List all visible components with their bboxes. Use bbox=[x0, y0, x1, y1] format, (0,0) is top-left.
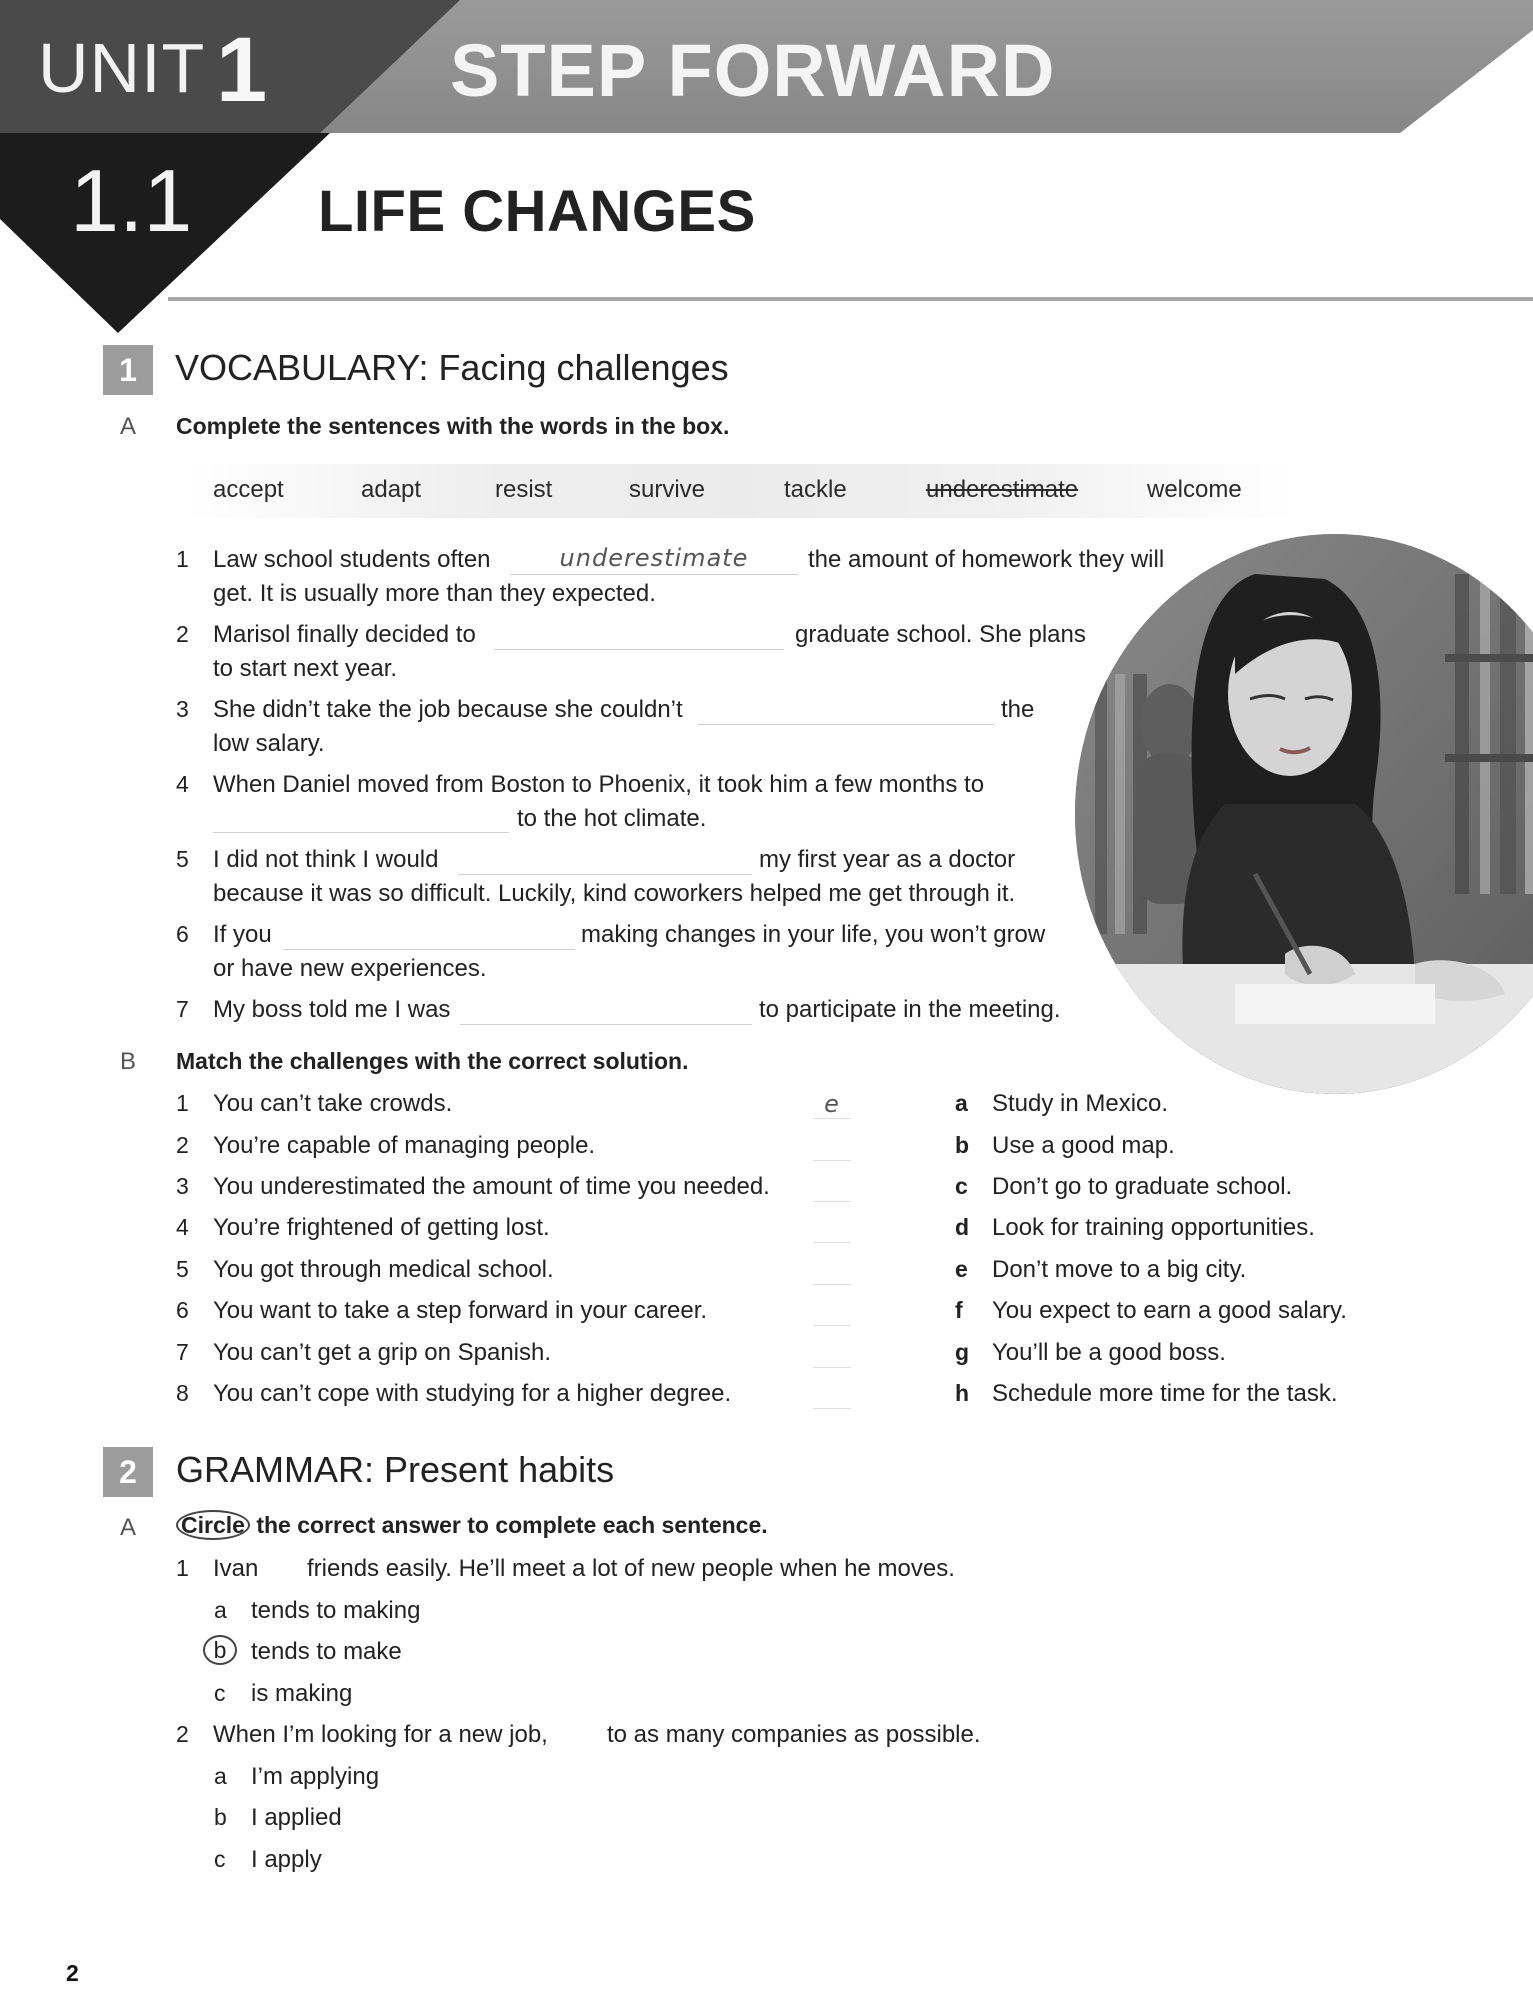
option-text[interactable]: tends to making bbox=[251, 1597, 421, 1624]
answer-blank-line bbox=[510, 572, 798, 575]
match-answer-blank[interactable] bbox=[813, 1284, 851, 1285]
option-text[interactable]: is making bbox=[251, 1680, 353, 1707]
solution-letter: c bbox=[955, 1173, 968, 1199]
option-text[interactable]: I apply bbox=[251, 1846, 322, 1873]
word-box bbox=[185, 464, 1295, 518]
sentence-number: 1 bbox=[176, 546, 189, 572]
circle-keyword: Circle bbox=[176, 1510, 250, 1540]
challenge-number: 6 bbox=[176, 1297, 189, 1323]
sentence-number: 7 bbox=[176, 996, 189, 1022]
match-answer-line bbox=[813, 1118, 851, 1119]
sentence-text: She didn’t take the job because she couldn’t bbox=[213, 696, 683, 723]
sentence-number: 5 bbox=[176, 846, 189, 872]
challenge-text: You can’t take crowds. bbox=[213, 1090, 453, 1117]
challenge-text: You underestimated the amount of time you needed. bbox=[213, 1173, 770, 1200]
option-letter[interactable]: c bbox=[214, 1680, 226, 1706]
section-2-title: GRAMMAR: Present habits bbox=[176, 1449, 615, 1490]
solution-text: Use a good map. bbox=[992, 1132, 1175, 1159]
sentence-text: the bbox=[1001, 696, 1035, 723]
unit-title: STEP FORWARD bbox=[450, 29, 1056, 112]
option-letter-label: b bbox=[213, 1636, 227, 1663]
sentence-text: because it was so difficult. Luckily, kind coworkers helped me get through it. bbox=[213, 880, 1016, 907]
sentence-text: graduate school. She plans bbox=[795, 621, 1086, 648]
match-answer-blank[interactable] bbox=[813, 1201, 851, 1202]
challenge-text: You can’t get a grip on Spanish. bbox=[213, 1339, 552, 1366]
word-box-item: accept bbox=[213, 476, 284, 503]
lesson-title: LIFE CHANGES bbox=[318, 179, 756, 244]
solution-letter: d bbox=[955, 1214, 970, 1240]
section-1-part-b-letter: B bbox=[120, 1048, 137, 1075]
sentence-text: If you bbox=[213, 921, 272, 948]
section-1-title: VOCABULARY: Facing challenges bbox=[175, 347, 729, 388]
solution-letter: a bbox=[955, 1090, 968, 1116]
sentence-number: 6 bbox=[176, 921, 189, 947]
option-letter[interactable]: a bbox=[214, 1597, 227, 1623]
answer-blank[interactable] bbox=[494, 647, 784, 650]
solution-text: Look for training opportunities. bbox=[992, 1214, 1315, 1241]
unit-number: 1 bbox=[216, 19, 268, 121]
word-box-item: tackle bbox=[784, 476, 847, 503]
challenge-number: 2 bbox=[176, 1132, 189, 1158]
sentence-text: my first year as a doctor bbox=[759, 846, 1016, 873]
student-photo bbox=[1075, 534, 1533, 1094]
option-text[interactable]: I applied bbox=[251, 1804, 342, 1831]
match-answer-blank[interactable] bbox=[813, 1242, 851, 1243]
sentence-text: low salary. bbox=[213, 730, 325, 757]
solution-letter: e bbox=[955, 1256, 968, 1282]
challenge-number: 1 bbox=[176, 1090, 189, 1116]
section-2-part-a-letter: A bbox=[120, 1514, 137, 1541]
challenge-text: You can’t cope with studying for a higher degree. bbox=[213, 1380, 732, 1407]
challenge-number: 3 bbox=[176, 1173, 189, 1199]
sentence-text: making changes in your life, you won’t grow bbox=[581, 921, 1046, 948]
lesson-number: 1.1 bbox=[70, 151, 193, 250]
option-letter-circled[interactable] bbox=[203, 1635, 237, 1665]
instruction-rest: the correct answer to complete each sentence. bbox=[256, 1512, 768, 1538]
match-answer-blank[interactable] bbox=[813, 1325, 851, 1326]
question-text: When I’m looking for a new job, bbox=[213, 1721, 548, 1748]
answer-blank[interactable] bbox=[283, 947, 575, 950]
word-box-item: resist bbox=[495, 476, 553, 503]
match-answer-blank[interactable] bbox=[813, 1160, 851, 1161]
word-box-item: adapt bbox=[361, 476, 422, 503]
answer-blank-filled[interactable]: underestimate bbox=[559, 544, 749, 572]
sentence-text: get. It is usually more than they expected. bbox=[213, 580, 656, 607]
sentence-text: I did not think I would bbox=[213, 846, 439, 873]
sentence-text: the amount of homework they will bbox=[808, 546, 1165, 573]
sentence-text: My boss told me I was bbox=[213, 996, 451, 1023]
solution-text: Don’t move to a big city. bbox=[992, 1256, 1247, 1283]
challenge-number: 5 bbox=[176, 1256, 189, 1282]
match-answer-blank[interactable] bbox=[813, 1408, 851, 1409]
sentence-text: to start next year. bbox=[213, 655, 398, 682]
section-1-part-a-letter: A bbox=[120, 413, 137, 440]
sentence-text: Law school students often bbox=[213, 546, 491, 573]
answer-blank[interactable] bbox=[698, 722, 994, 725]
challenge-text: You want to take a step forward in your career. bbox=[213, 1297, 708, 1324]
match-answer-filled[interactable]: e bbox=[824, 1090, 840, 1118]
solution-text: Study in Mexico. bbox=[992, 1090, 1169, 1117]
word-box-item: welcome bbox=[1147, 476, 1242, 503]
solution-text: You expect to earn a good salary. bbox=[992, 1297, 1347, 1324]
question-number: 2 bbox=[176, 1721, 189, 1747]
solution-text: You’ll be a good boss. bbox=[992, 1339, 1226, 1366]
option-letter[interactable]: a bbox=[214, 1763, 227, 1789]
student-photo-illustration bbox=[1075, 534, 1533, 1094]
section-1-number: 1 bbox=[103, 345, 153, 395]
challenge-text: You got through medical school. bbox=[213, 1256, 554, 1283]
sentence-text: When Daniel moved from Boston to Phoenix, it took him a few months to bbox=[213, 771, 985, 798]
word-box-item: survive bbox=[629, 476, 706, 503]
section-1-part-b-instruction: Match the challenges with the correct solution. bbox=[176, 1048, 689, 1074]
question-text: Ivan bbox=[213, 1555, 259, 1582]
solution-letter: b bbox=[955, 1132, 970, 1158]
word-box-item-used: underestimate bbox=[926, 476, 1079, 503]
answer-blank[interactable] bbox=[460, 1022, 752, 1025]
option-letter[interactable]: b bbox=[214, 1804, 227, 1830]
challenge-text: You’re capable of managing people. bbox=[213, 1132, 596, 1159]
section-2-part-a-instruction bbox=[176, 1512, 768, 1539]
challenge-number: 7 bbox=[176, 1339, 189, 1365]
answer-blank[interactable] bbox=[458, 872, 752, 875]
solution-letter: g bbox=[955, 1339, 970, 1365]
option-text[interactable]: tends to make bbox=[251, 1638, 402, 1665]
sentence-text: Marisol finally decided to bbox=[213, 621, 476, 648]
sentence-text: or have new experiences. bbox=[213, 955, 487, 982]
solution-letter: h bbox=[955, 1380, 970, 1406]
question-text: to as many companies as possible. bbox=[607, 1721, 981, 1748]
section-1-part-a-instruction: Complete the sentences with the words in the box. bbox=[176, 413, 730, 439]
challenge-number: 8 bbox=[176, 1380, 189, 1406]
question-number: 1 bbox=[176, 1555, 189, 1581]
challenge-number: 4 bbox=[176, 1214, 189, 1240]
sentence-text: to the hot climate. bbox=[517, 805, 707, 832]
page-number: 2 bbox=[66, 1960, 79, 1986]
sentence-number: 4 bbox=[176, 771, 189, 797]
option-text[interactable]: I’m applying bbox=[251, 1763, 380, 1790]
question-text: friends easily. He’ll meet a lot of new people when he moves. bbox=[307, 1555, 955, 1582]
answer-blank[interactable] bbox=[213, 830, 509, 833]
solution-text: Don’t go to graduate school. bbox=[992, 1173, 1293, 1200]
sentence-number: 2 bbox=[176, 621, 189, 647]
solution-letter: f bbox=[955, 1297, 963, 1323]
unit-label: UNIT bbox=[38, 29, 206, 107]
header-divider bbox=[168, 297, 1533, 301]
section-2-number: 2 bbox=[103, 1447, 153, 1497]
solution-text: Schedule more time for the task. bbox=[992, 1380, 1338, 1407]
match-answer-blank[interactable] bbox=[813, 1367, 851, 1368]
challenge-text: You’re frightened of getting lost. bbox=[213, 1214, 550, 1241]
option-letter[interactable]: c bbox=[214, 1846, 226, 1872]
sentence-text: to participate in the meeting. bbox=[759, 996, 1061, 1023]
sentence-number: 3 bbox=[176, 696, 189, 722]
